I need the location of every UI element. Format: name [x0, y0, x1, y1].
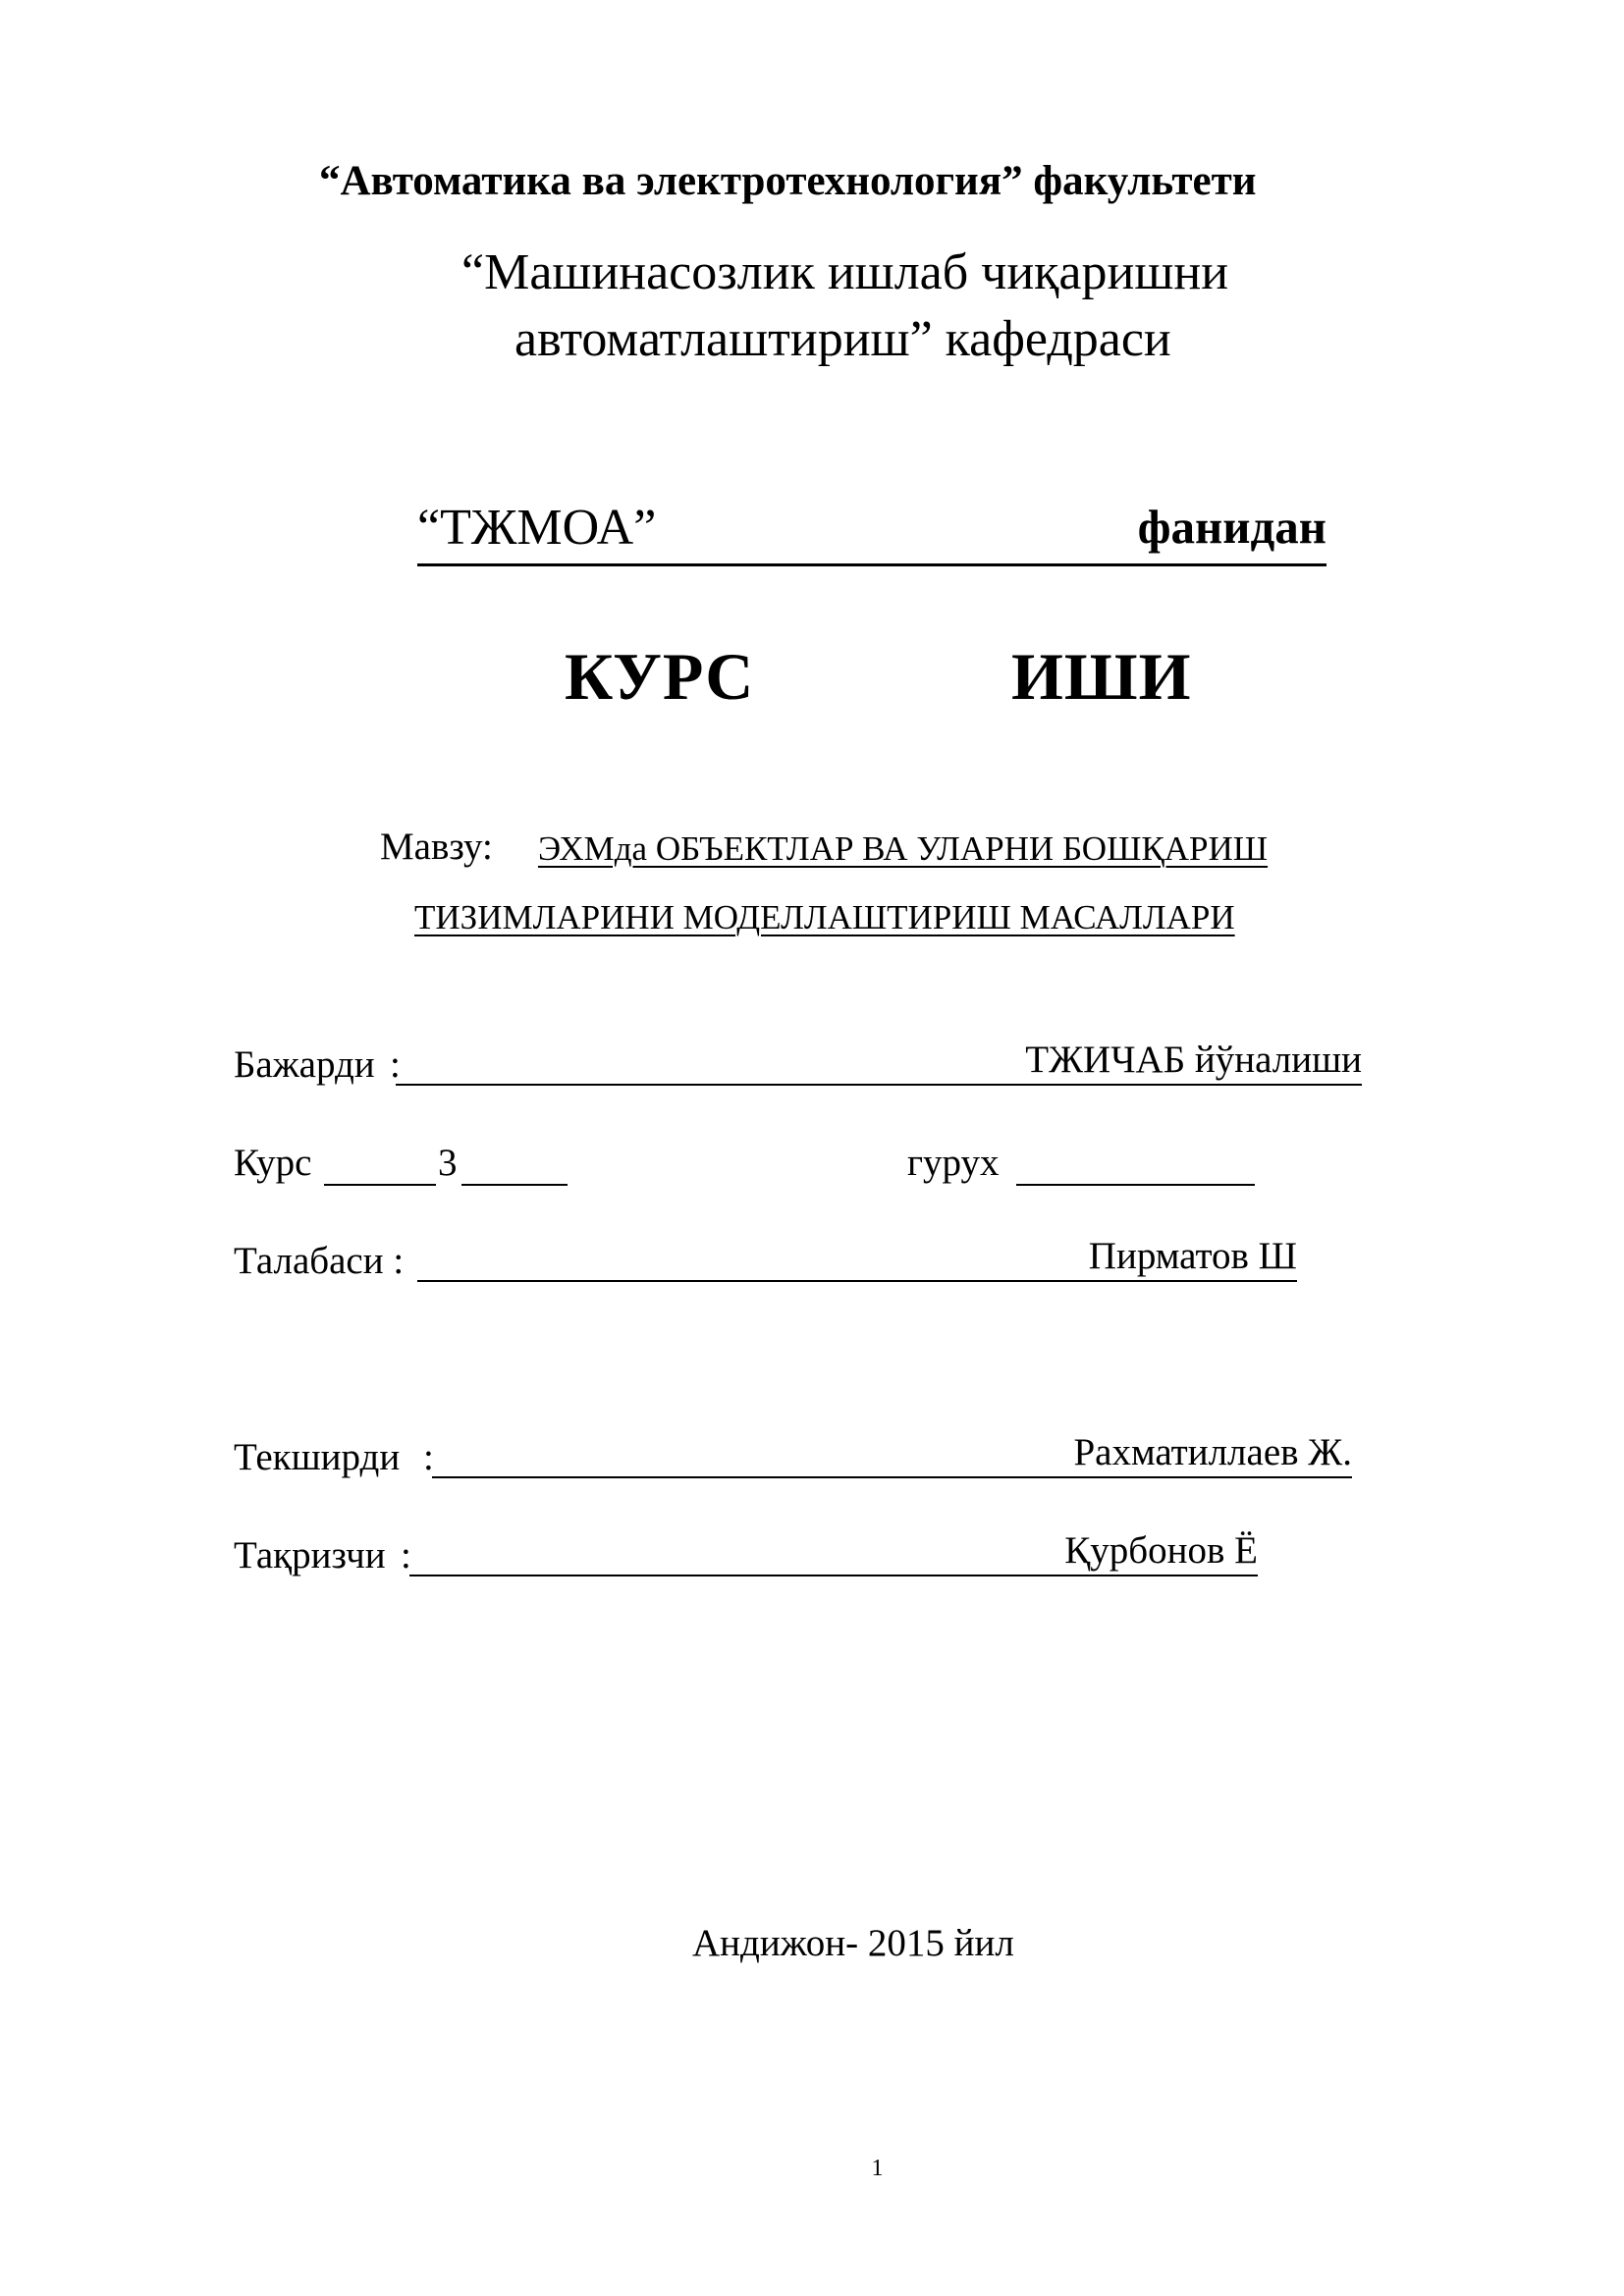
document-title-word1: КУРС [565, 639, 755, 714]
subject-name: “ТЖМОА” [417, 500, 657, 556]
performed-field [396, 1041, 1362, 1086]
subject-line [417, 499, 1326, 566]
group-field [1016, 1141, 1255, 1186]
group-label: гурух [907, 1142, 1000, 1184]
topic-text-line1: ЭХМда ОБЪЕКТЛАР ВА УЛАРНИ БОШҚАРИШ [538, 829, 1269, 868]
student-value: Пирматов Ш [1088, 1235, 1297, 1277]
document-title-word2: ИШИ [1011, 639, 1192, 714]
subject-suffix: фанидан [1137, 500, 1326, 554]
student-label: Талабаси : [234, 1240, 405, 1282]
course-field-left [324, 1141, 436, 1186]
student-field [417, 1237, 1297, 1282]
performed-label: Бажарди [234, 1043, 375, 1086]
topic-label: Мавзу: [380, 826, 493, 868]
performed-value: ТЖИЧАБ йўналиши [1025, 1039, 1362, 1081]
department-heading-line1: “Машинасозлик ишлаб чиқаришни [461, 244, 1229, 300]
reviewer-colon: : [401, 1534, 411, 1576]
reviewer-field [409, 1531, 1258, 1576]
reviewer-label: Тақризчи [234, 1534, 386, 1576]
course-field-right [461, 1141, 568, 1186]
course-label: Курс [234, 1142, 312, 1184]
city-year: Андижон- 2015 йил [692, 1922, 1014, 1964]
course-value: 3 [438, 1142, 458, 1184]
checked-field [432, 1433, 1352, 1478]
department-heading-line2: автоматлаштириш” кафедраси [514, 311, 1171, 367]
checked-value: Рахматиллаев Ж. [1073, 1431, 1352, 1473]
reviewer-value: Қурбонов Ё [1064, 1529, 1258, 1572]
faculty-heading: “Автоматика ва электротехнология” факультети [319, 158, 1257, 204]
page-number: 1 [871, 2156, 884, 2181]
topic-text-line2: ТИЗИМЛАРИНИ МОДЕЛЛАШТИРИШ МАСАЛЛАРИ [414, 898, 1235, 936]
performed-colon: : [390, 1043, 401, 1086]
checked-label: Текширди [234, 1436, 401, 1478]
checked-colon: : [423, 1436, 434, 1478]
